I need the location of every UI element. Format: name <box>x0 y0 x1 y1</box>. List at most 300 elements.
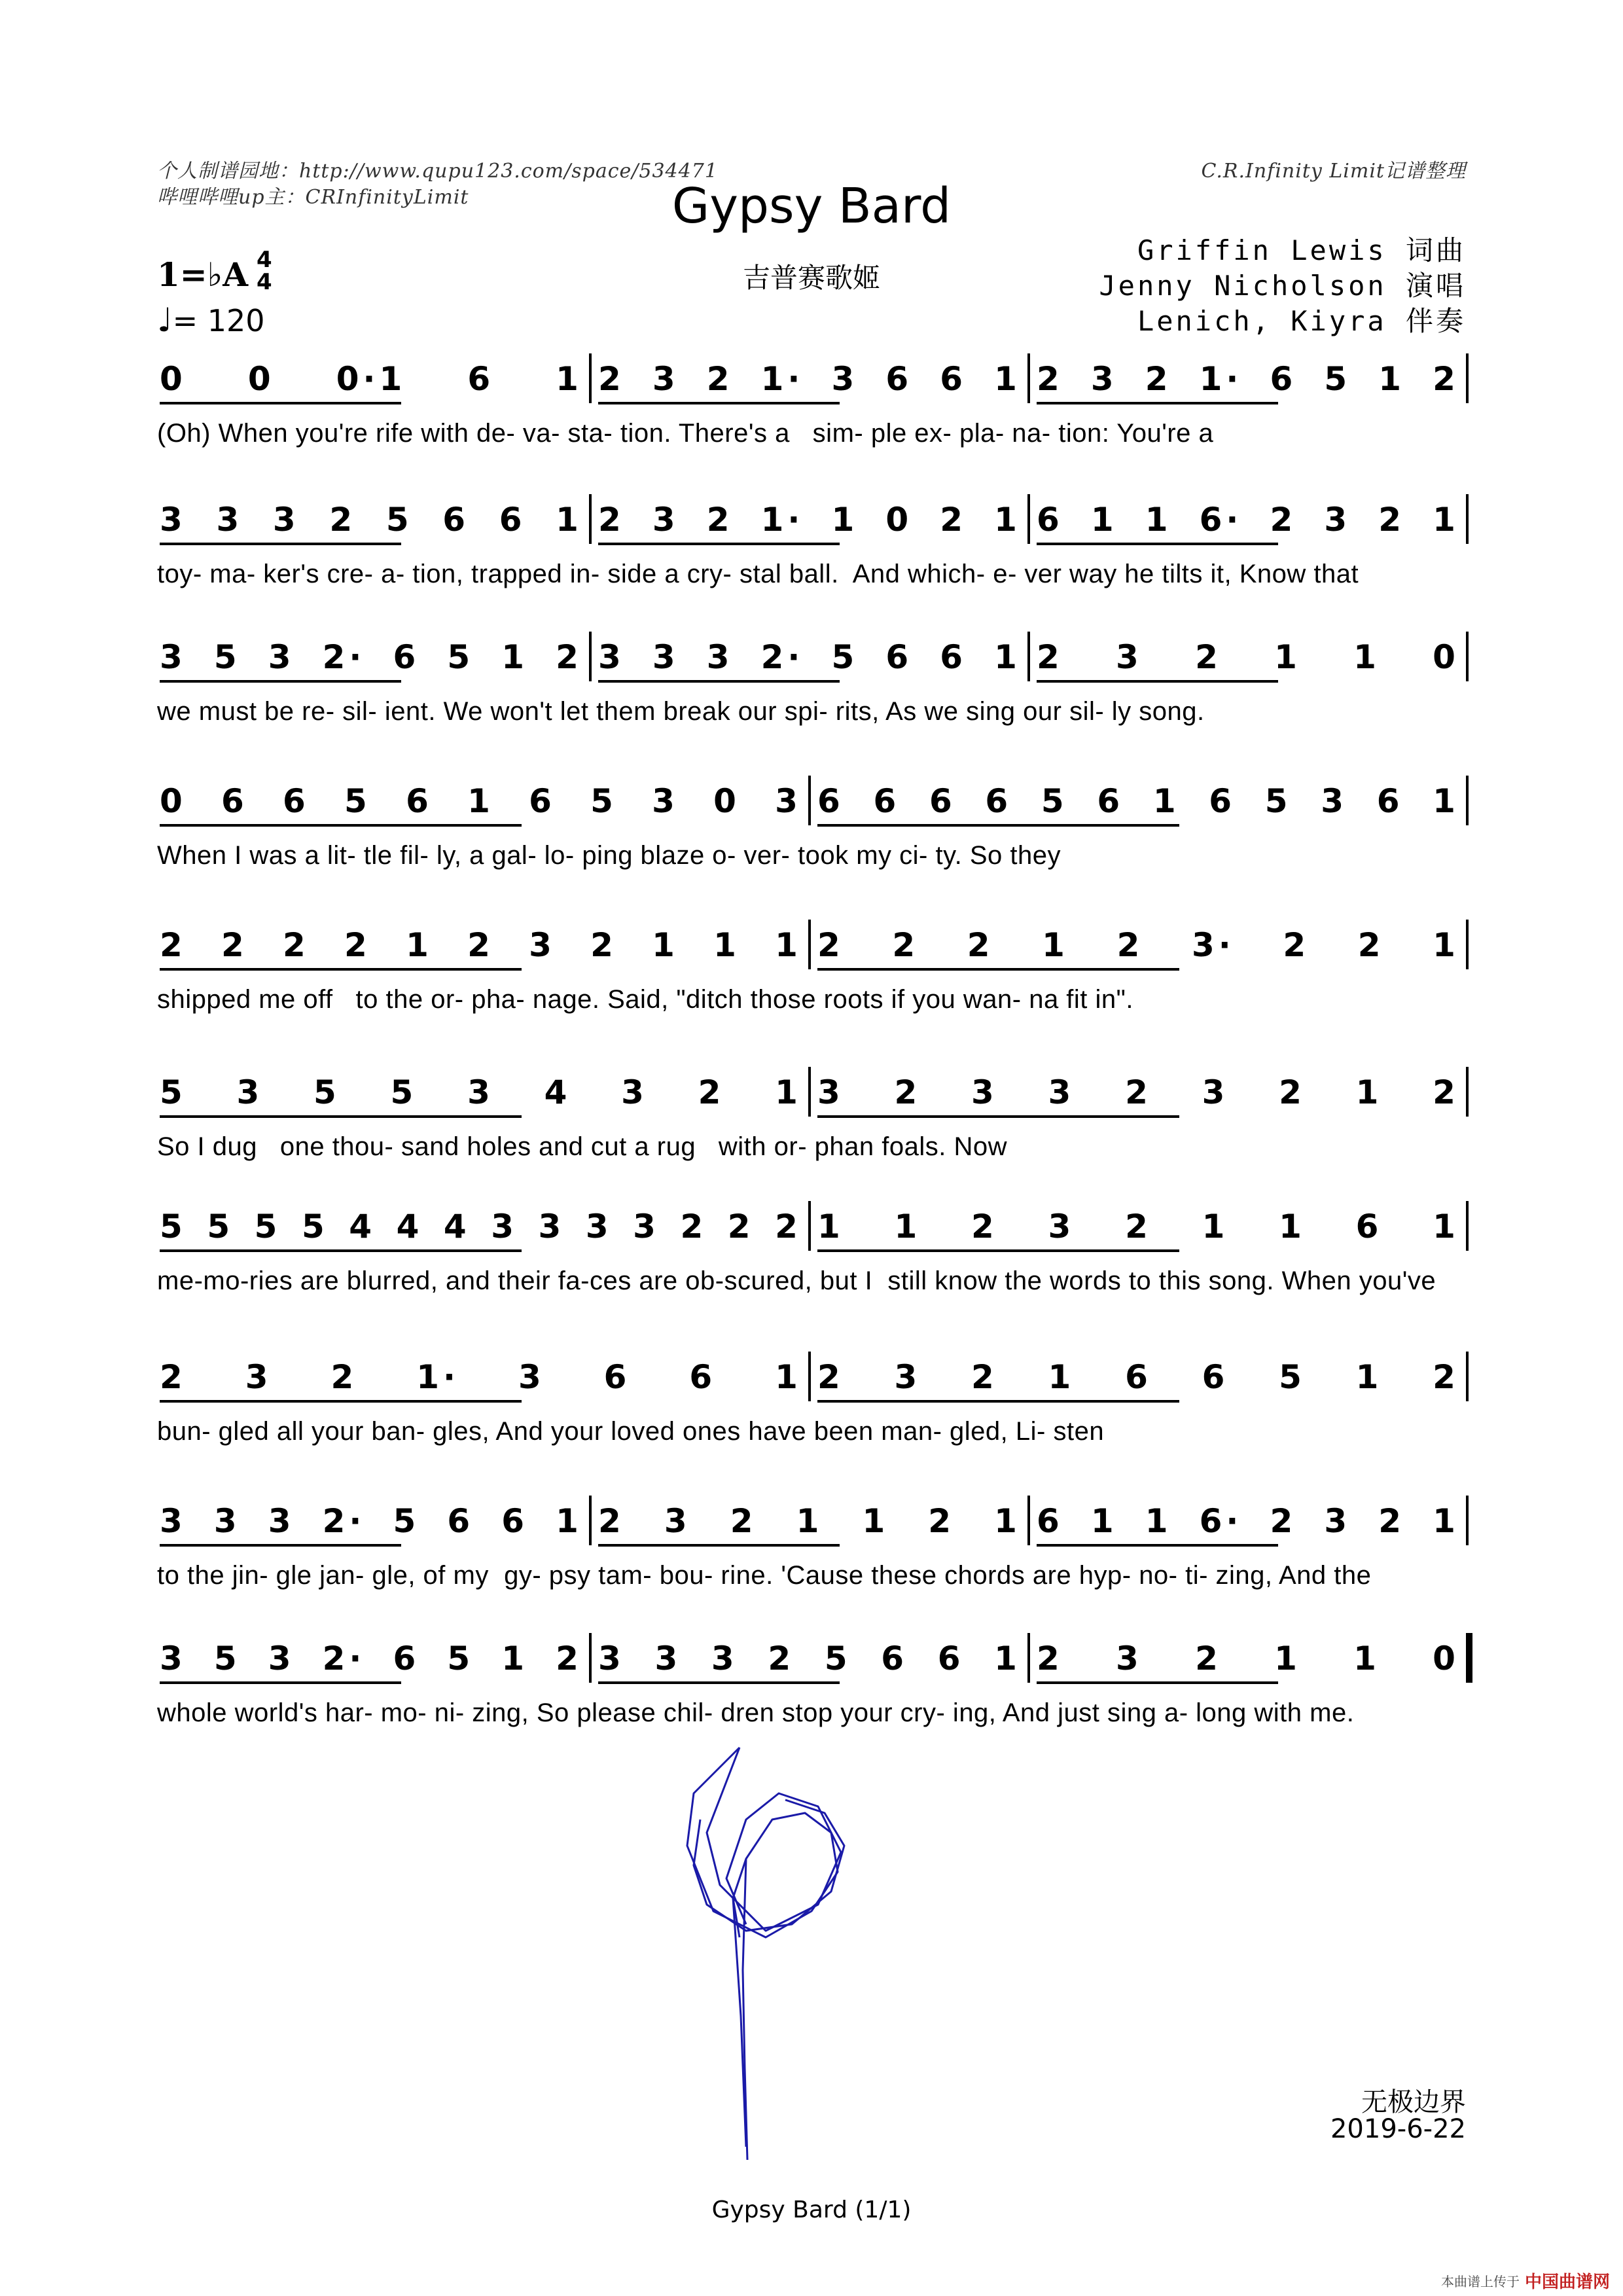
barline <box>1466 494 1469 544</box>
note: 3 <box>775 782 802 820</box>
note: 3 <box>652 638 679 676</box>
note: 2 <box>556 1640 582 1677</box>
note: 3 <box>272 501 300 539</box>
barline <box>1466 1352 1469 1401</box>
note: 2 <box>1378 1502 1406 1540</box>
measure <box>1037 1502 1459 1540</box>
note: 1 <box>817 1208 844 1246</box>
note: 5 <box>393 1502 420 1540</box>
beam-underline <box>160 968 522 971</box>
note: 2 <box>971 1358 998 1396</box>
note: 1 <box>1090 1502 1118 1540</box>
note: 6 <box>499 501 526 539</box>
note: 3 <box>894 1358 921 1396</box>
note: 6 <box>937 1640 965 1677</box>
bilibili-line: 哔哩哔哩up主：CRInfinityLimit <box>157 186 469 209</box>
note: 2 <box>730 1502 757 1540</box>
score-row <box>157 1502 1472 1590</box>
time-top: 4 <box>257 247 272 273</box>
note: 6 <box>885 360 913 398</box>
note: 3 <box>1324 501 1351 539</box>
note: 4 <box>349 1208 376 1246</box>
note: 1 <box>556 360 582 398</box>
note: 2 <box>680 1208 707 1246</box>
note: 2 <box>1145 360 1172 398</box>
note: 6 <box>501 1502 529 1540</box>
note: 1 <box>1202 1208 1229 1246</box>
note: 1 <box>556 501 582 539</box>
note: 1 <box>1433 501 1459 539</box>
beam-underline <box>160 1249 522 1252</box>
note: 6 <box>283 782 310 820</box>
note: 5 <box>824 1640 851 1677</box>
barline <box>1027 632 1030 681</box>
barline <box>1027 353 1030 403</box>
note: 2 <box>817 1358 844 1396</box>
note: 1 <box>775 1073 802 1111</box>
note: 1 <box>1145 501 1172 539</box>
note: 1· <box>416 1358 459 1396</box>
note: 2 <box>1433 1358 1459 1396</box>
note: 5 <box>447 1640 474 1677</box>
measure <box>817 1208 1459 1246</box>
measure <box>1037 638 1459 676</box>
note: 5 <box>1324 360 1351 398</box>
note: 3 <box>652 782 679 820</box>
note: 5 <box>447 638 474 676</box>
measure <box>160 1358 802 1396</box>
tempo-marking <box>157 301 265 339</box>
barline <box>808 1201 811 1251</box>
note: 3 <box>268 1502 295 1540</box>
beam-underline <box>160 680 401 683</box>
beam-underline <box>598 680 840 683</box>
lyrics-line: whole world's har- mo- ni- zing, So please chil- dren stop your cry- ing, And just sing a- long with me. <box>157 1698 1355 1727</box>
note: 3 <box>633 1208 660 1246</box>
note: 6 <box>221 782 248 820</box>
note: 6 <box>447 1502 474 1540</box>
note: 3 <box>585 1208 613 1246</box>
measure <box>817 926 1459 964</box>
note: 6 <box>1355 1208 1383 1246</box>
credit-accompaniment: Lenich, Kiyra 伴奏 <box>1137 305 1466 337</box>
score-row <box>157 1640 1472 1728</box>
barline <box>808 1352 811 1401</box>
note: 2 <box>1433 1073 1459 1111</box>
note: 2 <box>329 501 357 539</box>
signature-date: 2019-6-22 <box>1330 2114 1466 2144</box>
beam-underline <box>817 824 1179 827</box>
note: 6 <box>1097 782 1124 820</box>
barline <box>1027 1633 1030 1683</box>
measure <box>598 638 1021 676</box>
note: 5 <box>1041 782 1068 820</box>
note: 3· <box>1191 926 1235 964</box>
note: 5 <box>385 501 413 539</box>
watermark <box>1441 2269 1610 2293</box>
beam-underline <box>598 1544 840 1547</box>
note: 3 <box>538 1208 565 1246</box>
note: 6 <box>985 782 1012 820</box>
note: 4 <box>396 1208 423 1246</box>
note: 6· <box>1199 1502 1243 1540</box>
note: 3 <box>1202 1073 1229 1111</box>
note: 3 <box>268 1640 295 1677</box>
beam-underline <box>598 543 840 545</box>
note: 1 <box>1274 638 1301 676</box>
beam-underline <box>817 968 1179 971</box>
measure <box>817 1358 1459 1396</box>
note: 2 <box>1433 360 1459 398</box>
note: 6 <box>406 782 433 820</box>
note: 2 <box>467 926 494 964</box>
beam-underline <box>160 402 401 404</box>
note: 2 <box>1037 360 1063 398</box>
note: 2 <box>221 926 248 964</box>
note: 2 <box>1357 926 1385 964</box>
note: 1· <box>760 501 804 539</box>
notes-line <box>157 501 1472 540</box>
score-row <box>157 638 1472 726</box>
note: 0 <box>1433 638 1459 676</box>
note: 2· <box>322 1502 366 1540</box>
notes-line <box>157 926 1472 965</box>
note: 5 <box>213 638 241 676</box>
note: 1 <box>1433 782 1459 820</box>
note: 0 <box>885 501 913 539</box>
note: 2 <box>727 1208 755 1246</box>
note: 0·1 <box>336 360 406 398</box>
signature-drawing <box>668 1741 969 2173</box>
measure <box>160 638 582 676</box>
note: 1 <box>556 1502 582 1540</box>
note: 4 <box>443 1208 471 1246</box>
beam-underline <box>1037 543 1278 545</box>
measure <box>160 1502 582 1540</box>
note: 6 <box>442 501 470 539</box>
note: 6 <box>393 1640 420 1677</box>
note: 2 <box>556 638 582 676</box>
note: 6 <box>467 360 495 398</box>
barline <box>808 776 811 825</box>
note: 2 <box>1270 501 1297 539</box>
note: 6 <box>1037 1502 1063 1540</box>
lyrics-line: So I dug one thou- sand holes and cut a rug with or- phan foals. Now <box>157 1132 1007 1161</box>
note: 6 <box>1209 782 1236 820</box>
note: 3 <box>1090 360 1118 398</box>
note: 5 <box>831 638 859 676</box>
note: 2 <box>1195 1640 1222 1677</box>
note: 1 <box>1433 1208 1459 1246</box>
note: 2 <box>330 1358 358 1396</box>
lyrics-line: shipped me off to the or- pha- nage. Said, "ditch those roots if you wan- na fit in". <box>157 985 1133 1014</box>
barline <box>1466 1201 1469 1251</box>
barline <box>1466 920 1469 969</box>
note: 6 <box>817 782 844 820</box>
note: 2 <box>768 1640 795 1677</box>
note: 1 <box>862 1502 889 1540</box>
beam-underline <box>817 1400 1179 1403</box>
lyrics-line: When I was a lit- tle fil- ly, a gal- lo- ping blaze o- ver- took my ci- ty. So they <box>157 841 1061 870</box>
note: 3 <box>491 1208 518 1246</box>
note: 2 <box>894 1073 921 1111</box>
note: 1 <box>994 360 1021 398</box>
note: 5 <box>213 1640 241 1677</box>
time-signature <box>257 249 272 293</box>
note: 3 <box>529 926 556 964</box>
note: 2 <box>1125 1208 1152 1246</box>
note: 1 <box>1433 1502 1459 1540</box>
barline <box>808 1067 811 1117</box>
note: 6· <box>1199 501 1243 539</box>
measure <box>160 1640 582 1677</box>
note: 2 <box>590 926 617 964</box>
tempo-value: = 120 <box>172 303 265 338</box>
barline <box>1027 494 1030 544</box>
note: 2 <box>1037 1640 1063 1677</box>
note: 5 <box>1264 782 1292 820</box>
note: 0 <box>247 360 275 398</box>
beam-underline <box>1037 1681 1278 1684</box>
note: 1 <box>775 1358 802 1396</box>
beam-underline <box>598 402 840 404</box>
note: 1 <box>994 638 1021 676</box>
note: 1 <box>652 926 679 964</box>
credits-block <box>1073 229 1466 335</box>
note: 3 <box>971 1073 998 1111</box>
note: 3 <box>160 1502 187 1540</box>
notes-line <box>157 1640 1472 1679</box>
beam-underline <box>160 1681 401 1684</box>
note: 1 <box>1353 1640 1380 1677</box>
score-row <box>157 360 1472 448</box>
note: 2 <box>598 360 625 398</box>
beam-underline <box>160 1400 522 1403</box>
note: 3 <box>1321 782 1348 820</box>
notes-line <box>157 1208 1472 1247</box>
note: 1· <box>1199 360 1243 398</box>
score-row <box>157 782 1472 870</box>
notes-line <box>157 638 1472 677</box>
note: 2 <box>967 926 994 964</box>
note: 1 <box>406 926 433 964</box>
beam-underline <box>1037 680 1278 683</box>
measure <box>598 360 1021 398</box>
measure <box>160 926 802 964</box>
lyrics-line: we must be re- sil- ient. We won't let them break our spi- rits, As we sing our sil- ly song. <box>157 697 1205 726</box>
note: 3 <box>467 1073 494 1111</box>
note: 2 <box>775 1208 802 1246</box>
beam-underline <box>1037 1544 1278 1547</box>
note: 6 <box>529 782 556 820</box>
score-row <box>157 501 1472 589</box>
note: 3 <box>621 1073 648 1111</box>
note: 2 <box>698 1073 725 1111</box>
note: 6 <box>885 638 913 676</box>
note: 1 <box>1145 1502 1172 1540</box>
note: 6 <box>940 638 967 676</box>
note: 1 <box>713 926 740 964</box>
lyrics-line: bun- gled all your ban- gles, And your loved ones have been man- gled, Li- sten <box>157 1417 1105 1446</box>
barline <box>589 1633 592 1683</box>
watermark-text: 本曲谱上传于 <box>1440 2274 1520 2289</box>
note: 2· <box>322 638 366 676</box>
barline <box>589 353 592 403</box>
note: 5 <box>207 1208 234 1246</box>
lyrics-line: toy- ma- ker's cre- a- tion, trapped in- side a cry- stal ball. And which- e- ver way he tilts it, Know that <box>157 560 1359 588</box>
note: 1 <box>994 501 1021 539</box>
barline <box>1466 1067 1469 1117</box>
beam-underline <box>160 1115 522 1118</box>
note: 0 <box>160 782 187 820</box>
note: 6 <box>603 1358 631 1396</box>
note: 6 <box>1376 782 1404 820</box>
note: 2 <box>1279 1073 1306 1111</box>
song-subtitle: 吉普赛歌姬 <box>742 262 880 294</box>
note: 5 <box>254 1208 281 1246</box>
note: 1 <box>796 1502 823 1540</box>
note: 1 <box>1090 501 1118 539</box>
measure <box>1037 501 1459 539</box>
note: 6 <box>1037 501 1063 539</box>
note: 2 <box>1125 1073 1152 1111</box>
beam-underline <box>817 1249 1179 1252</box>
barline <box>589 632 592 681</box>
note: 2 <box>1378 501 1406 539</box>
note: 3 <box>518 1358 545 1396</box>
measure <box>598 1502 1021 1540</box>
note: 3 <box>268 638 295 676</box>
note: 3 <box>213 1502 241 1540</box>
note: 1 <box>501 638 529 676</box>
note: 6 <box>940 360 967 398</box>
measure <box>817 1073 1459 1111</box>
note: 1 <box>1274 1640 1301 1677</box>
measure <box>817 782 1459 820</box>
note: 5 <box>590 782 617 820</box>
note: 3 <box>1116 1640 1143 1677</box>
note: 2 <box>598 1502 625 1540</box>
note: 3 <box>831 360 859 398</box>
note: 1 <box>994 1640 1021 1677</box>
note: 1 <box>775 926 802 964</box>
notes-line <box>157 1073 1472 1113</box>
notes-line <box>157 1502 1472 1541</box>
note: 2 <box>928 1502 955 1540</box>
score-row <box>157 926 1472 1014</box>
barline <box>589 1496 592 1545</box>
note: 6 <box>881 1640 908 1677</box>
beam-underline <box>160 543 401 545</box>
arranger-credit: C.R.Infinity Limit记谱整理 <box>1201 160 1466 183</box>
measure <box>1037 1640 1459 1677</box>
note: 6 <box>689 1358 717 1396</box>
measure <box>160 782 802 820</box>
note: 2· <box>760 638 804 676</box>
barline <box>1027 1496 1030 1545</box>
note: 0 <box>160 360 187 398</box>
lyrics-line: (Oh) When you're rife with de- va- sta- tion. There's a sim- ple ex- pla- na- tion: You're a <box>157 419 1214 448</box>
note: 3 <box>598 1640 625 1677</box>
page-footer: Gypsy Bard (1/1) <box>711 2197 912 2223</box>
time-bottom: 4 <box>257 269 272 295</box>
note: 3 <box>1048 1208 1075 1246</box>
note: 2 <box>1116 926 1144 964</box>
note: 3 <box>236 1073 264 1111</box>
note: 6 <box>1202 1358 1229 1396</box>
notes-line <box>157 782 1472 821</box>
beam-underline <box>160 1544 401 1547</box>
note: 1 <box>994 1502 1021 1540</box>
beam-underline <box>1037 402 1278 404</box>
barline <box>1466 776 1469 825</box>
note: 2 <box>344 926 371 964</box>
note: 0 <box>713 782 740 820</box>
note: 2 <box>1283 926 1310 964</box>
note: 3 <box>664 1502 691 1540</box>
note: 6 <box>393 638 420 676</box>
note: 3 <box>1116 638 1143 676</box>
note: 2 <box>706 501 734 539</box>
score-row <box>157 1358 1472 1446</box>
note: 6 <box>1270 360 1297 398</box>
note: 1 <box>467 782 494 820</box>
note: 1 <box>501 1640 529 1677</box>
measure <box>160 1073 802 1111</box>
lyrics-line: me-mo-ries are blurred, and their fa-ces are ob-scured, but I still know the words to this song. When you've <box>157 1266 1436 1295</box>
notes-line <box>157 1358 1472 1397</box>
note: 2 <box>971 1208 998 1246</box>
credit-lyrics-music: Griffin Lewis 词曲 <box>1137 234 1466 266</box>
note: 5 <box>390 1073 418 1111</box>
site-url-line: 个人制谱园地：http://www.qupu123.com/space/534471 <box>157 160 718 183</box>
credit-vocals: Jenny Nicholson 演唱 <box>1099 270 1466 302</box>
key-signature: 1=♭A <box>157 255 249 294</box>
note: 3 <box>216 501 243 539</box>
note: 5 <box>160 1073 187 1111</box>
note: 0 <box>1433 1640 1459 1677</box>
note: 2 <box>940 501 967 539</box>
note: 2 <box>1195 638 1222 676</box>
note: 3 <box>598 638 625 676</box>
note: 2 <box>160 1358 187 1396</box>
note: 1 <box>1042 926 1069 964</box>
watermark-brand: 中国曲谱网 <box>1524 2272 1610 2292</box>
beam-underline <box>598 1681 840 1684</box>
signature-author: 无极边界 <box>1361 2087 1466 2117</box>
note: 2 <box>160 926 187 964</box>
measure <box>598 501 1021 539</box>
note: 2 <box>283 926 310 964</box>
barline <box>1466 1633 1472 1683</box>
note: 2 <box>598 501 625 539</box>
note: 3 <box>706 638 734 676</box>
barline <box>1466 1496 1469 1545</box>
note: 1 <box>1353 638 1380 676</box>
note: 3 <box>160 638 187 676</box>
note: 1 <box>1355 1073 1383 1111</box>
note: 5 <box>344 782 371 820</box>
note: 6 <box>1125 1358 1152 1396</box>
song-title: Gypsy Bard <box>671 178 952 234</box>
note: 6 <box>873 782 901 820</box>
measure <box>598 1640 1021 1677</box>
note: 3 <box>817 1073 844 1111</box>
note: 5 <box>313 1073 340 1111</box>
note: 2 <box>706 360 734 398</box>
note: 1· <box>760 360 804 398</box>
measure <box>160 360 582 398</box>
